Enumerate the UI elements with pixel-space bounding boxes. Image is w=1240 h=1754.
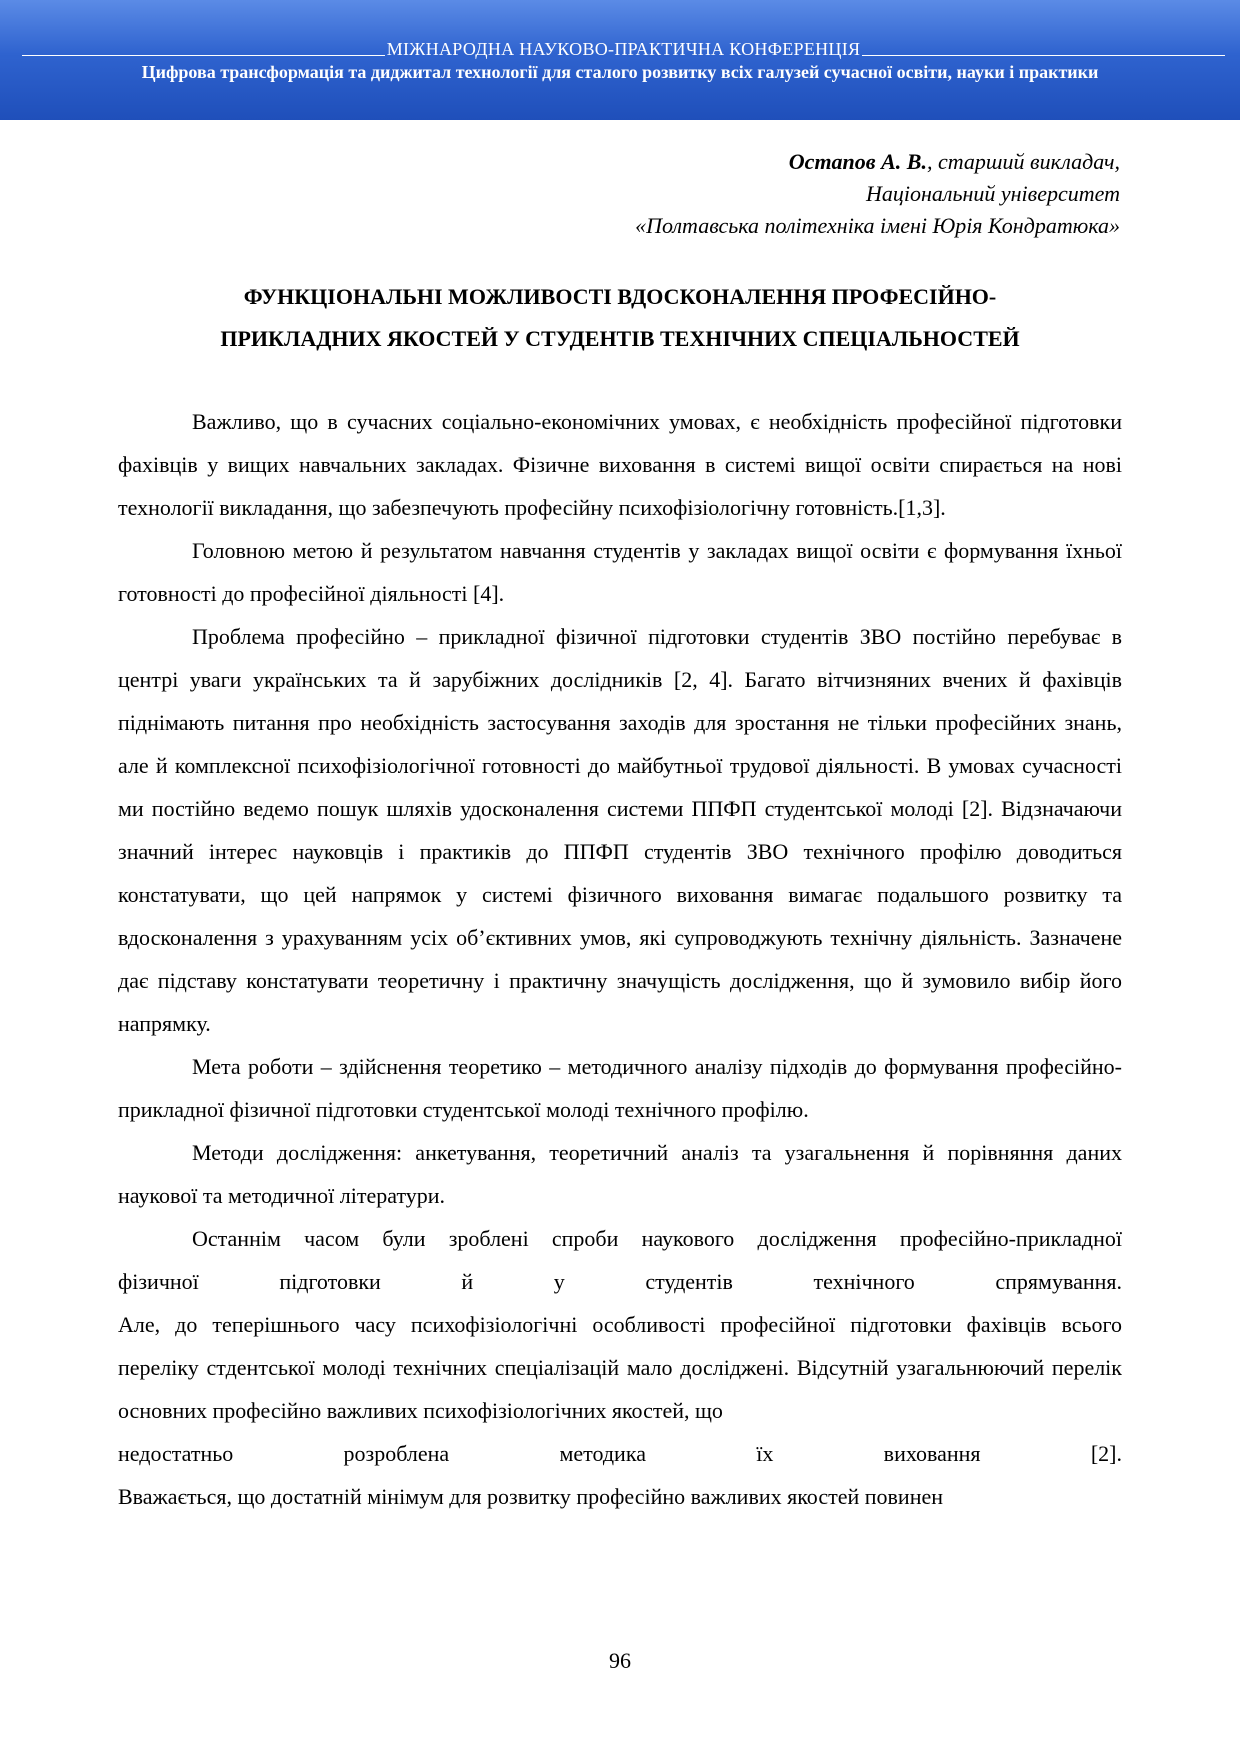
paragraph-4: Мета роботи – здійснення теоретико – методичного аналізу підходів до формування професійно-прикладної фізичної підготовки студентської молоді технічного профілю. <box>118 1054 1122 1122</box>
paragraph-3: Проблема професійно – прикладної фізичної підготовки студентів ЗВО постійно перебуває в центрі уваги українських та й зарубіжних дослідників [2, 4]. Багато вітчизняних вчених й фахівців піднімають питання про необхідність застосування заходів для зростання не тільки професійних знань, але й комплексної психофізіологічної готовності до майбутньої трудової діяльності. В умовах сучасності ми постійно ведемо пошук шляхів удосконалення системи ППФП студентської молоді [2]. Відзначаючи значний інтерес науковців і практиків до ППФП студентів ЗВО технічного профілю доводиться констатувати, що цей напрямок у системі фізичного виховання вимагає подальшого розвитку та вдосконалення з урахуванням усіх об’єктивних умов, які супроводжують технічну діяльність. Зазначене дає підставу констатувати теоретичну і практичну значущість дослідження, що й зумовило вибір його напрямку. <box>118 624 1122 1036</box>
article-title-line-2: ПРИКЛАДНИХ ЯКОСТЕЙ У СТУДЕНТІВ ТЕХНІЧНИХ СПЕЦІАЛЬНОСТЕЙ <box>220 326 1020 351</box>
paragraph-5: Методи дослідження: анкетування, теоретичний аналіз та узагальнення й порівняння даних наукової та методичної літератури. <box>118 1140 1122 1208</box>
banner-title-row <box>22 36 1225 60</box>
conference-title: МІЖНАРОДНА НАУКОВО-ПРАКТИЧНА КОНФЕРЕНЦІЯ <box>386 39 861 59</box>
article-title <box>118 276 1122 360</box>
banner-rule-right <box>862 55 1225 56</box>
author-university: Національний університет <box>865 181 1120 206</box>
author-position: , старший викладач, <box>926 149 1120 174</box>
paragraph-6-line-2: фізичної підготовки й у студентів технічного спрямування. <box>118 1269 1122 1294</box>
author-name: Остапов А. В. <box>788 149 927 174</box>
author-line <box>420 146 1120 178</box>
paragraph-6-body: Але, до теперішнього часу психофізіологічні особливості професійної підготовки фахівців всього переліку стдентської молоді технічних спеціалізацій мало досліджені. Відсутній узагальнюючий перелік основних професійно важливих психофізіологічних якостей, що <box>118 1312 1122 1423</box>
conference-subtitle: Цифрова трансформація та диджитал технології для сталого розвитку всіх галузей сучасної освіти, науки і практики <box>141 62 1099 82</box>
page-number: 96 <box>609 1648 631 1673</box>
author-block <box>420 146 1120 242</box>
paragraph-2: Головною метою й результатом навчання студентів у закладах вищої освіти є формування їхньої готовності до професійної діяльності [4]. <box>118 538 1122 606</box>
article-body <box>118 400 1122 1518</box>
paragraph-6-line-1: Останнім часом були зроблені спроби наукового дослідження професійно-прикладної <box>192 1226 1122 1251</box>
paragraph-6-split-line: недостатньо розроблена методика їх виховання [2]. <box>118 1441 1122 1466</box>
paragraph-6-tail: Вважається, що достатній мінімум для розвитку професійно важливих якостей повинен <box>118 1484 944 1509</box>
author-university-name: «Полтавська політехніка імені Юрія Кондратюка» <box>635 213 1120 238</box>
paragraph-6 <box>118 1217 1122 1518</box>
banner-rule-left <box>22 55 385 56</box>
paragraph-1: Важливо, що в сучасних соціально-економічних умовах, є необхідність професійної підготовки фахівців у вищих навчальних закладах. Фізичне виховання в системі вищої освіти спирається на нові технології викладання, що забезпечують професійну психофізіологічну готовність.[1,3]. <box>118 409 1122 520</box>
conference-banner <box>0 0 1240 120</box>
article-title-line-1: ФУНКЦІОНАЛЬНІ МОЖЛИВОСТІ ВДОСКОНАЛЕННЯ ПРОФЕСІЙНО- <box>243 284 997 309</box>
